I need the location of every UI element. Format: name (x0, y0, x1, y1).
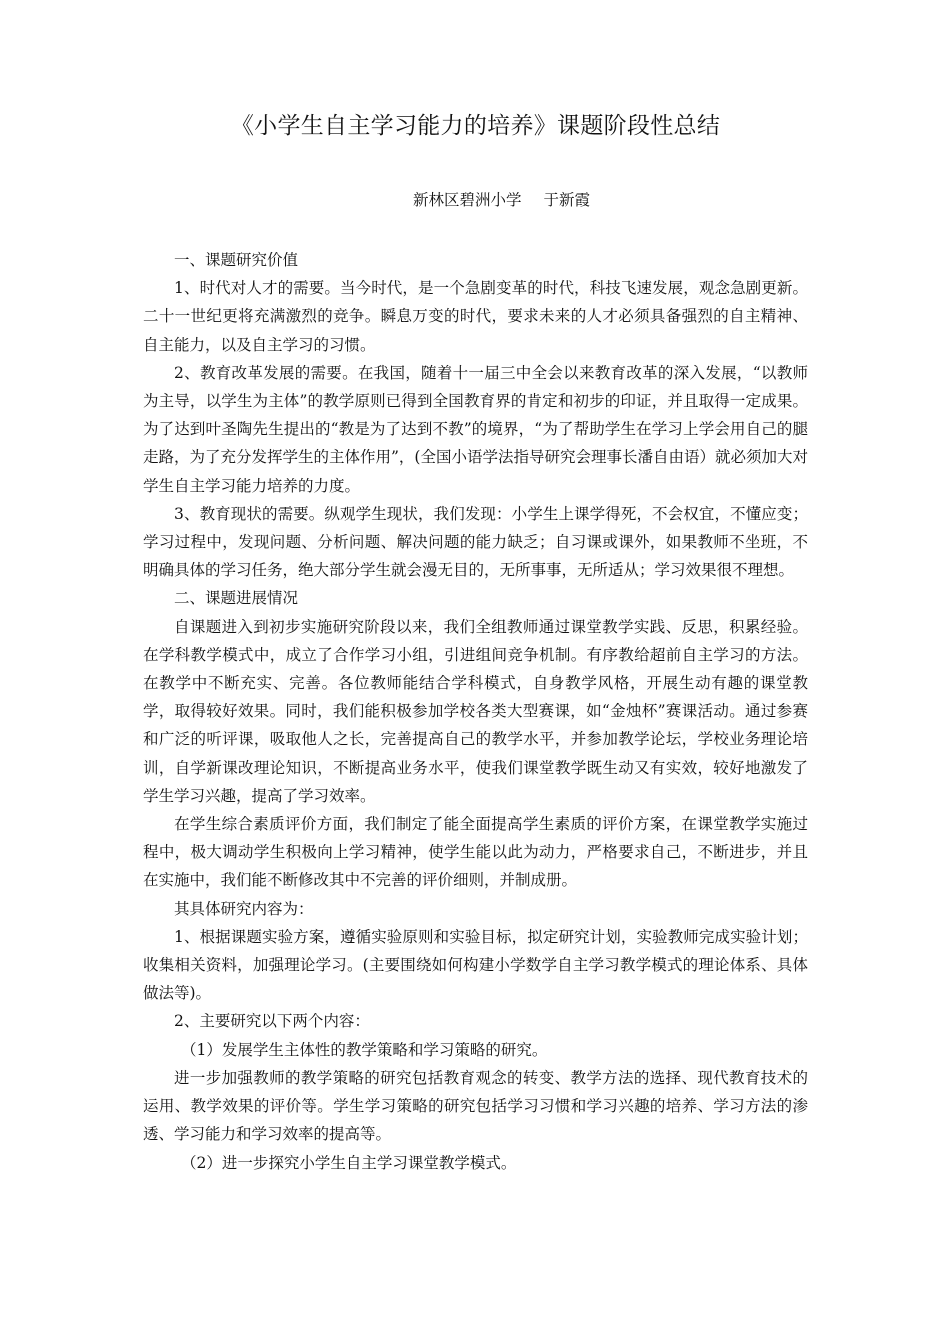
body-paragraph: 3、教育现状的需要。纵观学生现状，我们发现：小学生上课学得死，不会权宜，不懂应变；学习过程中，发现问题、分析问题、解决问题的能力缺乏；自习课或课外，如果教师不坐班，不明确具体的学习任务，绝大部分学生就会漫无目的，无所事事，无所适从；学习效果很不理想。 (143, 504, 808, 580)
sub-item: （1）发展学生主体性的教学策略和学习策略的研究。 (181, 1040, 548, 1059)
sub-item: （2）进一步探究小学生自主学习课堂教学模式。 (181, 1153, 517, 1172)
body-paragraph: 2、教育改革发展的需要。在我国，随着十一届三中全会以来教育改革的深入发展，“以教师为主导，以学生为主体”的教学原则已得到全国教育界的肯定和初步的印证，并且取得一定成果。为了达到叶圣陶先生提出的“教是为了达到不教”的境界，“为了帮助学生在学习上学会用自己的腿走路，为了充分发挥学生的主体作用”，(全国小语学法指导研究会理事长潘自由语）就必须加大对学生自主学习能力培养的力度。 (143, 363, 808, 495)
body-paragraph: 其具体研究内容为： (174, 899, 314, 918)
section-heading: 一、课题研究价值 (174, 251, 299, 269)
body-paragraph: 进一步加强教师的教学策略的研究包括教育观念的转变、教学方法的选择、现代教育技术的运用、教学效果的评价等。学生学习策略的研究包括学习习惯和学习兴趣的培养、学习方法的渗透、学习能力和学习效率的提高等。 (143, 1068, 808, 1144)
document-title: 《小学生自主学习能力的培养》课题阶段性总结 (230, 113, 721, 139)
body-paragraph: 1、时代对人才的需要。当今时代，是一个急剧变革的时代，科技飞速发展，观念急剧更新。二十一世纪更将充满激烈的竞争。瞬息万变的时代，要求未来的人才必须具备强烈的自主精神、自主能力，以及自主学习的习惯。 (143, 279, 808, 354)
document-page (143, 0, 808, 1177)
document-body (143, 246, 808, 1177)
byline-author: 于新霞 (543, 191, 590, 209)
byline-school: 新林区碧洲小学 (412, 191, 522, 209)
body-paragraph: 在学生综合素质评价方面，我们制定了能全面提高学生素质的评价方案，在课堂教学实施过程中，极大调动学生积极向上学习精神，使学生能以此为动力，严格要求自己，不断进步，并且在实施中，我们能不断修改其中不完善的评价细则，并制成册。 (143, 815, 808, 890)
body-paragraph: 自课题进入到初步实施研究阶段以来，我们全组教师通过课堂教学实践、反思，积累经验。在学科教学模式中，成立了合作学习小组，引进组间竞争机制。有序教给超前自主学习的方法。在教学中不断充实、完善。各位教师能结合学科模式，自身教学风格，开展生动有趣的课堂教学，取得较好效果。同时，我们能积极参加学校各类大型赛课，如“金烛杯”赛课活动。通过参赛和广泛的听评课，吸取他人之长，完善提高自己的教学水平，并参加教学论坛，学校业务理论培训，自学新课改理论知识，不断提高业务水平，使我们课堂教学既生动又有实效，较好地激发了学生学习兴趣，提高了学习效率。 (143, 617, 808, 805)
body-paragraph: 1、根据课题实验方案，遵循实验原则和实验目标，拟定研究计划，实验教师完成实验计划；收集相关资料，加强理论学习。(主要围绕如何构建小学数学自主学习教学模式的理论体系、具体做法等)。 (143, 927, 808, 1003)
body-paragraph: 2、主要研究以下两个内容： (174, 1012, 370, 1031)
byline (143, 190, 808, 210)
section-heading: 二、课题进展情况 (174, 589, 299, 608)
